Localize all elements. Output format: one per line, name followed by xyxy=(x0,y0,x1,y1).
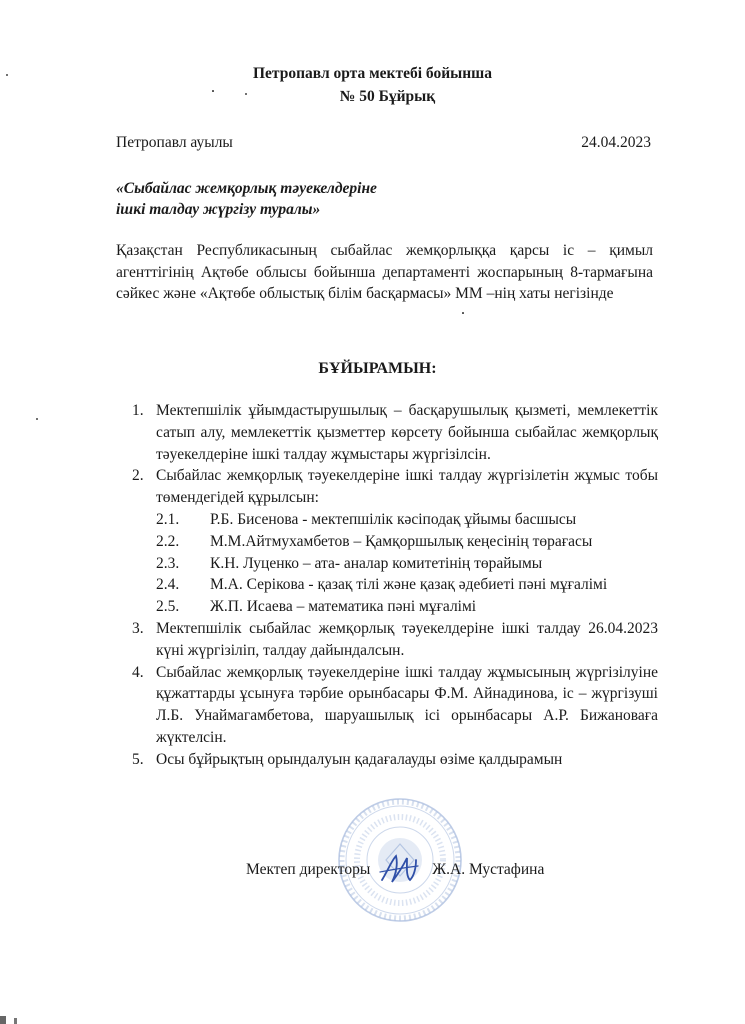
item-number: 5. xyxy=(132,750,144,768)
item-text: Мектепшілік ұйымдастырушылық – басқарушылық қызметі, мемлекеттік сатып алу, мемлекеттік қызметтер көрсету бойынша сыбайлас жемқорлық тәуекелдеріне ішкі талдау жұмыстары жүргізілсін. xyxy=(156,402,658,463)
sub-item-number: 2.3. xyxy=(156,554,180,572)
sub-item-text: Ж.П. Исаева – математика пәні мұғалімі xyxy=(210,598,477,616)
list-item xyxy=(132,749,658,771)
order-number: № 50 Бұйрық xyxy=(339,88,436,105)
working-group-list xyxy=(132,509,658,618)
order-subject xyxy=(116,178,516,220)
subject-line-1: «Сыбайлас жемқорлық тәуекелдеріне xyxy=(116,180,377,197)
order-date: 24.04.2023 xyxy=(581,134,651,151)
order-items-list xyxy=(132,400,658,771)
sub-list-item xyxy=(156,553,658,575)
sub-item-text: Р.Б. Бисенова - мектепшілік кәсіподақ ұйымы басшысы xyxy=(210,510,577,528)
list-item xyxy=(132,465,658,509)
handwritten-signature xyxy=(376,850,422,890)
school-title: Петропавл орта мектебі бойынша xyxy=(252,65,492,82)
list-item xyxy=(132,400,658,465)
item-text: Сыбайлас жемқорлық тәуекелдеріне ішкі талдау жұмысының жүргізілуіне құжаттарды ұсынуға тәрбие орынбасары Ф.М. Айнадинова, іс – жүргізуші Л.Б. Унаймагамбетова, шаруашылық ісі орынбасары А.Р. Бижановаға жүктелсін. xyxy=(156,663,658,746)
item-number: 3. xyxy=(132,619,144,637)
item-text: Осы бұйрықтың орындалуын қадағалауды өзіме қалдырамын xyxy=(156,750,563,768)
sub-item-number: 2.4. xyxy=(156,576,180,594)
sub-list-item xyxy=(156,574,658,596)
subject-line-2: ішкі талдау жүргізу туралы» xyxy=(116,201,321,218)
list-item xyxy=(132,662,658,749)
list-item xyxy=(132,618,658,662)
place-name: Петропавл ауылы xyxy=(116,134,233,151)
item-text: Мектепшілік сыбайлас жемқорлық тәуекелдеріне ішкі талдау 26.04.2023 күні жүргізіліп, талдау дайындалсын. xyxy=(156,619,658,659)
place-date-row xyxy=(116,134,651,152)
document-header xyxy=(0,62,745,108)
sub-item-number: 2.5. xyxy=(156,598,180,616)
sub-list-item xyxy=(156,531,658,553)
preamble-paragraph: Қазақстан Республикасының сыбайлас жемқорлыққа қарсы іс – қимыл агенттігінің Ақтөбе облысы бойынша департаменті жоспарының 8-тармағына сәйкес және «Ақтөбе облыстық білім басқармасы» ММ –нің хаты негізінде xyxy=(116,242,653,302)
sub-item-number: 2.2. xyxy=(156,532,180,550)
signer-name: Ж.А. Мустафина xyxy=(432,861,545,878)
item-number: 1. xyxy=(132,402,144,419)
sub-list-item xyxy=(156,596,658,618)
sub-list-item xyxy=(156,509,658,531)
item-text: Сыбайлас жемқорлық тәуекелдеріне ішкі талдау жүргізілетін жұмыс тобы төмендегідей құрылсын: xyxy=(156,467,658,507)
signer-role: Мектеп директоры xyxy=(246,861,371,878)
signature-block xyxy=(246,850,544,890)
item-number: 4. xyxy=(132,663,144,681)
sub-item-text: М.А. Серікова - қазақ тілі және қазақ әдебиеті пәні мұғалімі xyxy=(210,576,608,594)
item-number: 2. xyxy=(132,467,144,485)
order-heading: БҰЙЫРАМЫН: xyxy=(318,360,437,377)
sub-item-text: М.М.Айтмухамбетов – Қамқоршылық кеңесінің төрағасы xyxy=(210,532,593,550)
sub-item-text: К.Н. Луценко – ата- аналар комитетінің төрайымы xyxy=(210,554,543,572)
sub-item-number: 2.1. xyxy=(156,510,180,528)
